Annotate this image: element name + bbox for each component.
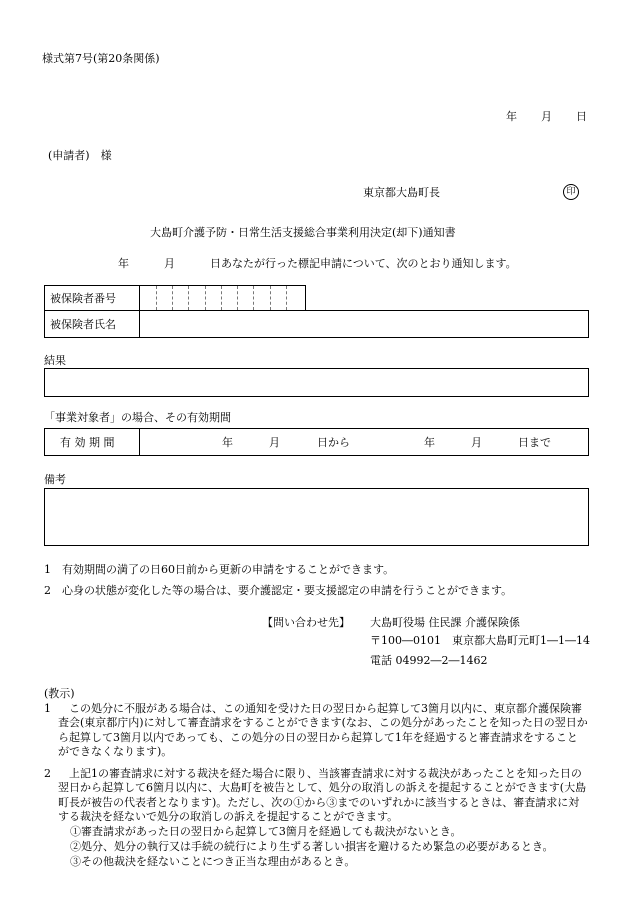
insured-number-label: 被保険者番号 <box>50 292 116 305</box>
digit-cell-divider <box>188 286 189 310</box>
instruction-2-text: 上記1の審査請求に対する裁決を経た場合に限り、当該審査請求に対する裁決があったことを知った日の翌日から起算して6箇月以内に、大島町を被告として、処分の取消しの訴えを提起することができます(大島町長が被告の代表者となります)。ただし、次の①から③までのいずれかに該当するときは、審査請求に対する裁決を経ないで処分の取消しの訴えを提起することができます。 <box>58 767 587 823</box>
period-end-year: 年 <box>424 436 435 449</box>
document-title: 大島町介護予防・日常生活支援総合事業利用決定(却下)通知書 <box>150 226 456 239</box>
condition-2: ②処分、処分の執行又は手続の続行により生ずる著しい損害を避けるため緊急の必要があるとき。 <box>70 840 554 853</box>
instruction-1-num: 1 <box>44 702 51 715</box>
remarks-label: 備考 <box>44 473 66 486</box>
digit-cell-divider <box>253 286 254 310</box>
instruction-1-text: この処分に不服がある場合は、この通知を受けた日の翌日から起算して3箇月以内に、東京都介護保険審査会(東京都庁内)に対して審査請求をすることができます(なお、この処分があったことを知った日の翌日から起算して3箇月以内であっても、この処分の日の翌日から起算して1年を経過すると審査請求をすることができなくなります)。 <box>58 702 588 758</box>
contact-label: 【問い合わせ先】 <box>262 616 350 629</box>
note-2-text: 心身の状態が変化した等の場合は、要介護認定・要支援認定の申請を行うことができます。 <box>62 584 513 597</box>
digit-cell-divider <box>237 286 238 310</box>
period-start-day: 日から <box>317 436 350 449</box>
contact-address: 〒100―0101 東京都大島町元町1―1―14 <box>370 634 590 647</box>
form-number: 様式第7号(第20条関係) <box>42 52 160 65</box>
instruction-heading: (教示) <box>44 687 75 700</box>
digit-cell-divider <box>172 286 173 310</box>
note-1-num: 1 <box>44 563 51 576</box>
remarks-box <box>44 488 589 546</box>
note-2-num: 2 <box>44 584 51 597</box>
period-end-month: 月 <box>471 436 482 449</box>
period-start-year: 年 <box>222 436 233 449</box>
insured-number-divider <box>139 286 140 310</box>
insured-name-row <box>44 310 589 338</box>
date-day: 日 <box>576 110 587 123</box>
period-divider <box>139 429 140 455</box>
applicant-line: (申請者) 様 <box>48 149 112 162</box>
digit-cell-divider <box>221 286 222 310</box>
note-1-text: 有効期間の満了の日60日前から更新の申請をすることができます。 <box>62 563 395 576</box>
result-box <box>44 368 589 397</box>
contact-phone: 電話 04992―2―1462 <box>370 654 488 667</box>
digit-cell-divider <box>286 286 287 310</box>
condition-3: ③その他裁決を経ないことにつき正当な理由があるとき。 <box>70 855 356 868</box>
digit-cell-divider <box>205 286 206 310</box>
seal-stamp: 印 <box>563 184 579 200</box>
instruction-2-num: 2 <box>44 767 51 780</box>
result-label: 結果 <box>44 354 66 367</box>
insured-name-divider <box>139 311 140 337</box>
digit-cell-divider <box>270 286 271 310</box>
date-year: 年 <box>506 110 517 123</box>
digit-cell-divider <box>156 286 157 310</box>
period-start-month: 月 <box>269 436 280 449</box>
intro-year: 年 <box>118 257 129 270</box>
period-end-day: 日まで <box>518 436 551 449</box>
issuer: 東京都大島町長 <box>363 186 440 199</box>
intro-text: 日あなたが行った標記申請について、次のとおり通知します。 <box>210 257 517 270</box>
intro-month: 月 <box>164 257 175 270</box>
period-heading: 「事業対象者」の場合、その有効期間 <box>44 411 231 424</box>
date-month: 月 <box>541 110 552 123</box>
condition-1: ①審査請求があった日の翌日から起算して3箇月を経過しても裁決がないとき。 <box>70 825 462 838</box>
insured-name-label: 被保険者氏名 <box>50 318 116 331</box>
period-label: 有 効 期 間 <box>60 436 115 449</box>
contact-office: 大島町役場 住民課 介護保険係 <box>370 616 520 629</box>
